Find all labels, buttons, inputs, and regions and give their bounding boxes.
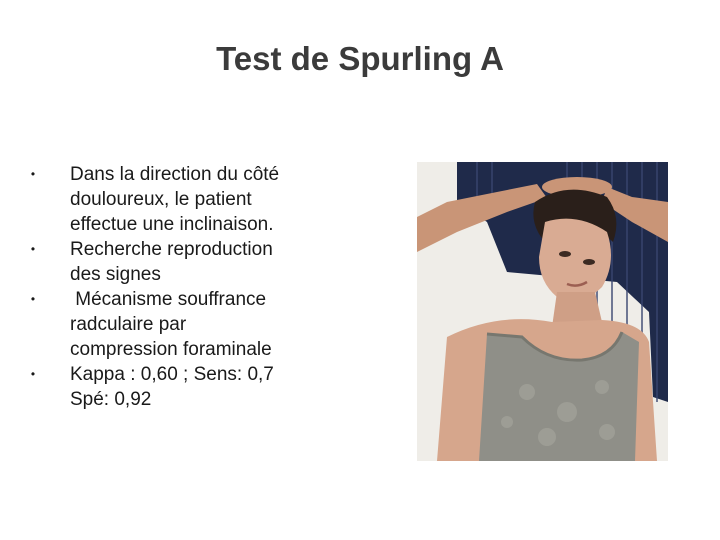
bullet-line: des signes (70, 264, 161, 285)
bullet-list (26, 162, 326, 412)
bullet-item (26, 162, 326, 237)
bullet-line: Mécanisme souffrance (70, 289, 267, 310)
bullet-marker: • (30, 367, 36, 381)
bullet-item (26, 362, 326, 412)
bullet-line: radculaire par (70, 314, 187, 335)
bullet-line: effectue une inclinaison. (70, 214, 274, 235)
bullet-line: compression foraminale (70, 339, 272, 360)
bullet-line: Spé: 0,92 (70, 389, 152, 410)
patient-face (539, 219, 611, 301)
bullet-item (26, 287, 326, 362)
bullet-item (26, 237, 326, 287)
bullet-line: Recherche reproduction (70, 239, 273, 260)
bullet-line: Dans la direction du côté (70, 164, 280, 185)
bullet-marker: • (30, 292, 36, 306)
slide-title: Test de Spurling A (216, 40, 504, 77)
bullet-line: Kappa : 0,60 ; Sens: 0,7 (70, 364, 274, 385)
spurling-test-photo (417, 162, 668, 461)
bullet-marker: • (30, 242, 36, 256)
photo-illustration (417, 162, 668, 461)
bullet-marker: • (30, 167, 36, 181)
bullet-line: douloureux, le patient (70, 189, 252, 210)
